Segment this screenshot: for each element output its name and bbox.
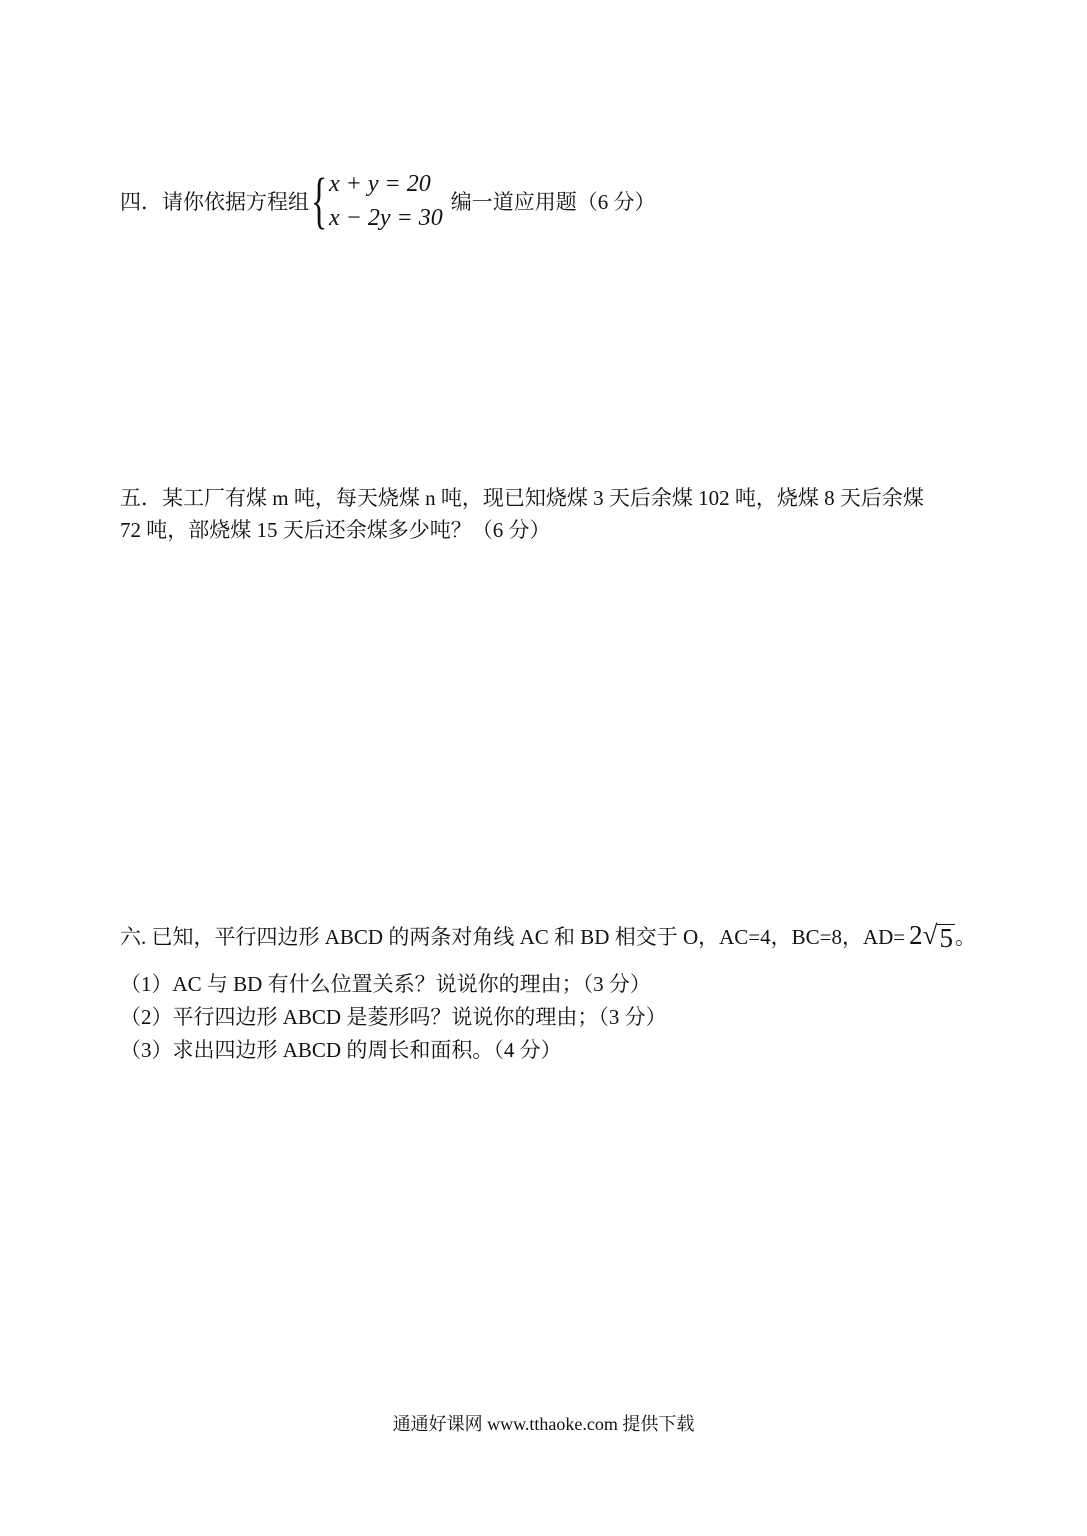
sqrt-coefficient: 2 xyxy=(909,920,923,950)
sqrt-expression xyxy=(909,920,955,951)
question-6-sub-2: （2）平行四边形 ABCD 是菱形吗？说说你的理由；（3 分） xyxy=(120,1005,667,1029)
sqrt-radicand: 5 xyxy=(939,923,953,953)
question-6-sub-1: （1）AC 与 BD 有什么位置关系？说说你的理由；（3 分） xyxy=(120,972,651,996)
equation-system xyxy=(329,167,443,235)
question-6-text: 六. 已知，平行四边形 ABCD 的两条对角线 AC 和 BD 相交于 O，AC=4，BC=8，AD= xyxy=(120,924,906,949)
question-6-sub-3: （3）求出四边形 ABCD 的周长和面积。（4 分） xyxy=(120,1038,562,1062)
equation-2: x − 2y = 30 xyxy=(329,205,443,231)
page-footer: 通通好课网 www.tthaoke.com 提供下载 xyxy=(392,1414,695,1434)
equation-system-brace: { xyxy=(311,167,328,235)
question-5-line-1: 五．某工厂有煤 m 吨，每天烧煤 n 吨，现已知烧煤 3 天后余煤 102 吨，烧煤 8 天后余煤 xyxy=(120,486,924,510)
radical-sign-icon: √ xyxy=(922,920,938,950)
question-4-task: 编一道应用题（6 分） xyxy=(450,190,656,214)
question-4 xyxy=(120,166,655,236)
question-5-line-2: 72 吨，部烧煤 15 天后还余煤多少吨？（6 分） xyxy=(120,518,551,542)
question-4-prompt: 四．请你依据方程组 xyxy=(120,190,309,214)
question-6-stem xyxy=(120,920,976,951)
equation-1: x + y = 20 xyxy=(329,171,431,197)
question-6-end: 。 xyxy=(954,924,976,949)
